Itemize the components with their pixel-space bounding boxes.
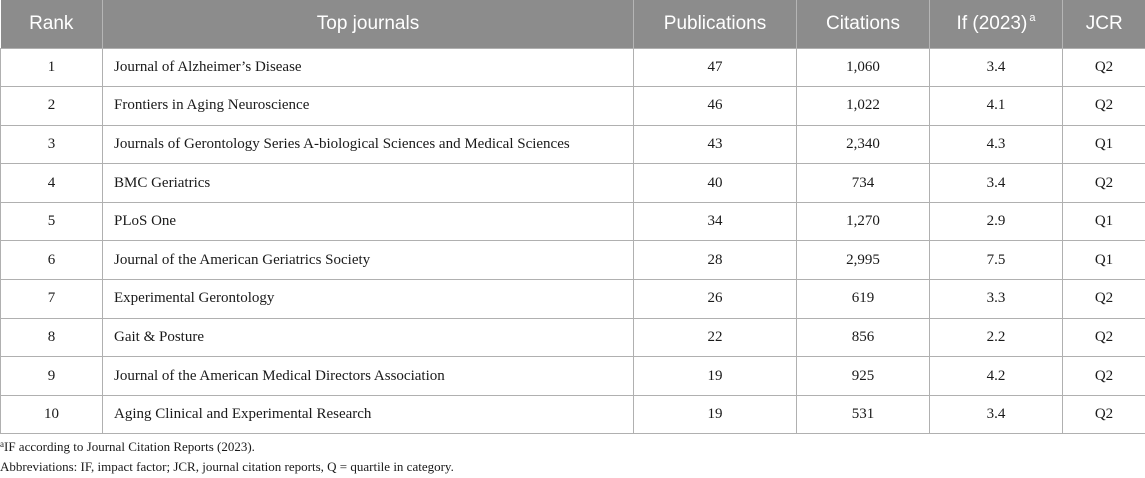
- cell-rank: 4: [1, 164, 103, 203]
- table-header: [1, 0, 1145, 48]
- cell-journal: Journal of the American Geriatrics Society: [103, 241, 634, 280]
- header-top-journals: Top journals: [103, 0, 634, 48]
- header-impact-factor-footnote-marker: a: [1029, 11, 1036, 24]
- cell-journal: Experimental Gerontology: [103, 280, 634, 319]
- cell-publications: 47: [634, 48, 797, 87]
- cell-impact-factor: 2.9: [930, 202, 1063, 241]
- cell-rank: 1: [1, 48, 103, 87]
- cell-publications: 26: [634, 280, 797, 319]
- cell-jcr: Q1: [1063, 241, 1145, 280]
- table-row: [1, 241, 1145, 280]
- cell-rank: 10: [1, 395, 103, 434]
- header-impact-factor-label: If (2023): [956, 12, 1028, 34]
- cell-citations: 1,060: [797, 48, 930, 87]
- cell-journal: Journal of Alzheimer’s Disease: [103, 48, 634, 87]
- cell-publications: 46: [634, 87, 797, 126]
- cell-citations: 619: [797, 280, 930, 319]
- cell-jcr: Q1: [1063, 125, 1145, 164]
- cell-publications: 19: [634, 395, 797, 434]
- cell-journal: BMC Geriatrics: [103, 164, 634, 203]
- cell-citations: 856: [797, 318, 930, 357]
- footnote-marker: a: [0, 439, 4, 449]
- table-row: [1, 202, 1145, 241]
- cell-journal: Frontiers in Aging Neuroscience: [103, 87, 634, 126]
- cell-jcr: Q2: [1063, 48, 1145, 87]
- cell-impact-factor: 3.4: [930, 164, 1063, 203]
- cell-impact-factor: 2.2: [930, 318, 1063, 357]
- cell-journal: PLoS One: [103, 202, 634, 241]
- cell-rank: 3: [1, 125, 103, 164]
- cell-citations: 2,340: [797, 125, 930, 164]
- table-row: [1, 164, 1145, 203]
- cell-publications: 28: [634, 241, 797, 280]
- cell-jcr: Q1: [1063, 202, 1145, 241]
- cell-rank: 2: [1, 87, 103, 126]
- table-row: [1, 280, 1145, 319]
- table-footnotes: [0, 437, 454, 477]
- cell-jcr: Q2: [1063, 87, 1145, 126]
- header-jcr: JCR: [1063, 0, 1145, 48]
- abbreviations-note: Abbreviations: IF, impact factor; JCR, journal citation reports, Q = quartile in category.: [0, 459, 454, 474]
- header-publications: Publications: [634, 0, 797, 48]
- footnote-impact-factor: [0, 437, 454, 457]
- cell-publications: 40: [634, 164, 797, 203]
- table-row: [1, 125, 1145, 164]
- cell-impact-factor: 4.2: [930, 357, 1063, 396]
- cell-impact-factor: 3.4: [930, 48, 1063, 87]
- cell-journal: Journal of the American Medical Directors Association: [103, 357, 634, 396]
- cell-impact-factor: 4.3: [930, 125, 1063, 164]
- cell-citations: 734: [797, 164, 930, 203]
- cell-impact-factor: 4.1: [930, 87, 1063, 126]
- cell-impact-factor: 7.5: [930, 241, 1063, 280]
- table-row: [1, 357, 1145, 396]
- cell-rank: 5: [1, 202, 103, 241]
- header-row: [1, 0, 1145, 48]
- cell-publications: 34: [634, 202, 797, 241]
- cell-citations: 1,022: [797, 87, 930, 126]
- cell-rank: 6: [1, 241, 103, 280]
- table-row: [1, 87, 1145, 126]
- header-citations: Citations: [797, 0, 930, 48]
- cell-citations: 1,270: [797, 202, 930, 241]
- cell-impact-factor: 3.3: [930, 280, 1063, 319]
- cell-journal: Aging Clinical and Experimental Research: [103, 395, 634, 434]
- cell-publications: 43: [634, 125, 797, 164]
- header-impact-factor: [930, 0, 1063, 48]
- header-rank: Rank: [1, 0, 103, 48]
- cell-jcr: Q2: [1063, 164, 1145, 203]
- cell-citations: 2,995: [797, 241, 930, 280]
- cell-jcr: Q2: [1063, 280, 1145, 319]
- cell-citations: 531: [797, 395, 930, 434]
- cell-citations: 925: [797, 357, 930, 396]
- cell-jcr: Q2: [1063, 318, 1145, 357]
- cell-impact-factor: 3.4: [930, 395, 1063, 434]
- table-row: [1, 395, 1145, 434]
- table-row: [1, 318, 1145, 357]
- cell-jcr: Q2: [1063, 395, 1145, 434]
- cell-publications: 19: [634, 357, 797, 396]
- cell-rank: 9: [1, 357, 103, 396]
- cell-rank: 8: [1, 318, 103, 357]
- table-row: [1, 48, 1145, 87]
- cell-jcr: Q2: [1063, 357, 1145, 396]
- cell-publications: 22: [634, 318, 797, 357]
- footnote-text: IF according to Journal Citation Reports (2023).: [4, 439, 255, 454]
- cell-journal: Journals of Gerontology Series A-biological Sciences and Medical Sciences: [103, 125, 634, 164]
- cell-journal: Gait & Posture: [103, 318, 634, 357]
- cell-rank: 7: [1, 280, 103, 319]
- table-body: [1, 48, 1145, 434]
